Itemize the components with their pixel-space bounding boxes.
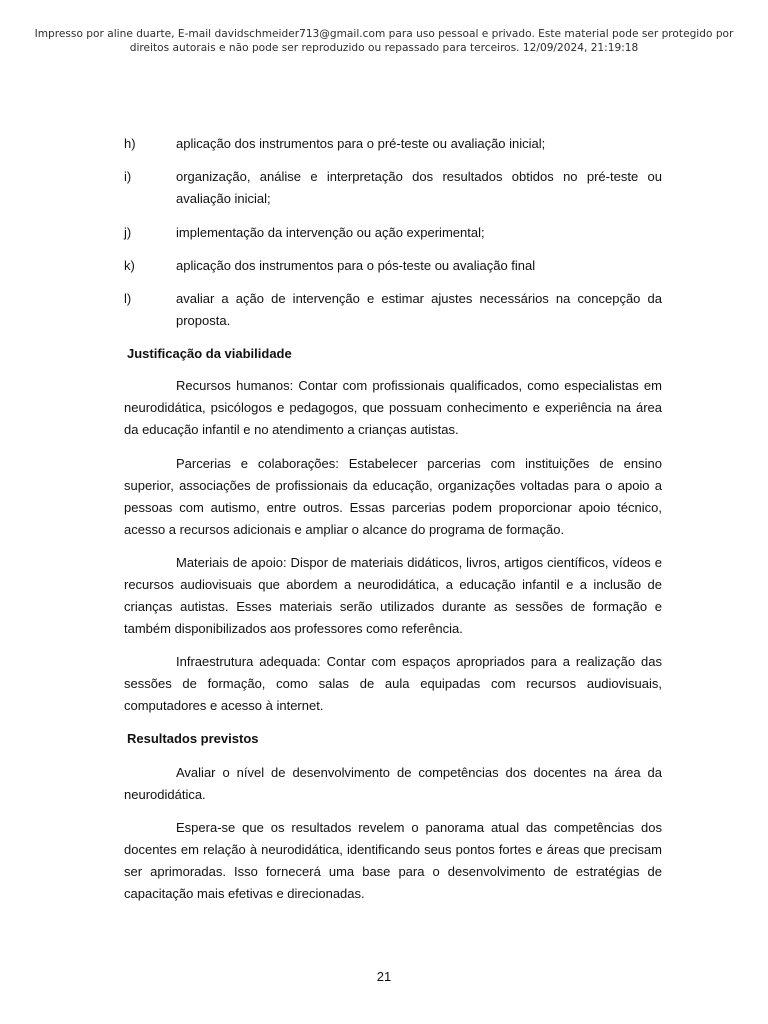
section-heading-results: Resultados previstos [127,731,259,746]
watermark-line-1: Impresso por aline duarte, E-mail davidschmeider713@gmail.com para uso pessoal e privado. Este material pode ser protegido por [34,28,734,40]
watermark-notice [20,27,748,55]
list-item [124,133,662,155]
list-item [124,288,662,332]
list-marker: i) [124,169,132,184]
list-item [124,166,662,210]
list-item-text: aplicação dos instrumentos para o pré-teste ou avaliação inicial; [176,136,546,151]
list-item-text: aplicação dos instrumentos para o pós-teste ou avaliação final [176,258,536,273]
list-item-text: avaliar a ação de intervenção e estimar ajustes necessários na concepção da proposta. [176,291,662,328]
list-item [124,222,662,244]
page-number: 21 [376,969,392,984]
paragraph-expected-results: Espera-se que os resultados revelem o panorama atual das competências dos docentes em relação à neurodidática, identificando seus pontos fortes e áreas que precisam ser aprimoradas. Isso fornecerá uma base para o desenvolvimento de estratégias de capacitação mais efetivas e direcionadas. [124,820,662,901]
paragraph-support-materials: Materiais de apoio: Dispor de materiais didáticos, livros, artigos científicos, vídeos e recursos audiovisuais que abordem a neurodidática, a educação infantil e a inclusão de crianças autistas. Esses materiais serão utilizados durante as sessões de formação e também disponibilizados aos professores como referência. [124,555,662,636]
list-marker: h) [124,136,136,151]
list-marker: j) [124,225,132,240]
paragraph-infrastructure: Infraestrutura adequada: Contar com espaços apropriados para a realização das sessões de formação, como salas de aula equipadas com recursos audiovisuais, computadores e acesso à internet. [124,654,662,713]
list-item [124,255,662,277]
paragraph-evaluate-competencies: Avaliar o nível de desenvolvimento de competências dos docentes na área da neurodidática. [124,765,662,802]
paragraph-human-resources: Recursos humanos: Contar com profissionais qualificados, como especialistas em neurodidática, psicólogos e pedagogos, que possuam conhecimento e experiência na área da educação infantil e no atendimento a crianças autistas. [124,378,662,437]
paragraph-partnerships: Parcerias e colaborações: Estabelecer parcerias com instituições de ensino superior, associações de profissionais da educação, organizações voltadas para o apoio a pessoas com autismo, entre outros. Essas parcerias podem proporcionar apoio técnico, acesso a recursos adicionais e ampliar o alcance do programa de formação. [124,456,662,537]
watermark-line-2: direitos autorais e não pode ser reproduzido ou repassado para terceiros. 12/09/2024, 21:19:18 [129,42,639,54]
list-marker: l) [124,291,132,306]
list-item-text: implementação da intervenção ou ação experimental; [176,225,485,240]
list-marker: k) [124,258,135,273]
section-heading-viability: Justificação da viabilidade [127,346,292,361]
list-item-text: organização, análise e interpretação dos resultados obtidos no pré-teste ou avaliação inicial; [176,169,662,206]
